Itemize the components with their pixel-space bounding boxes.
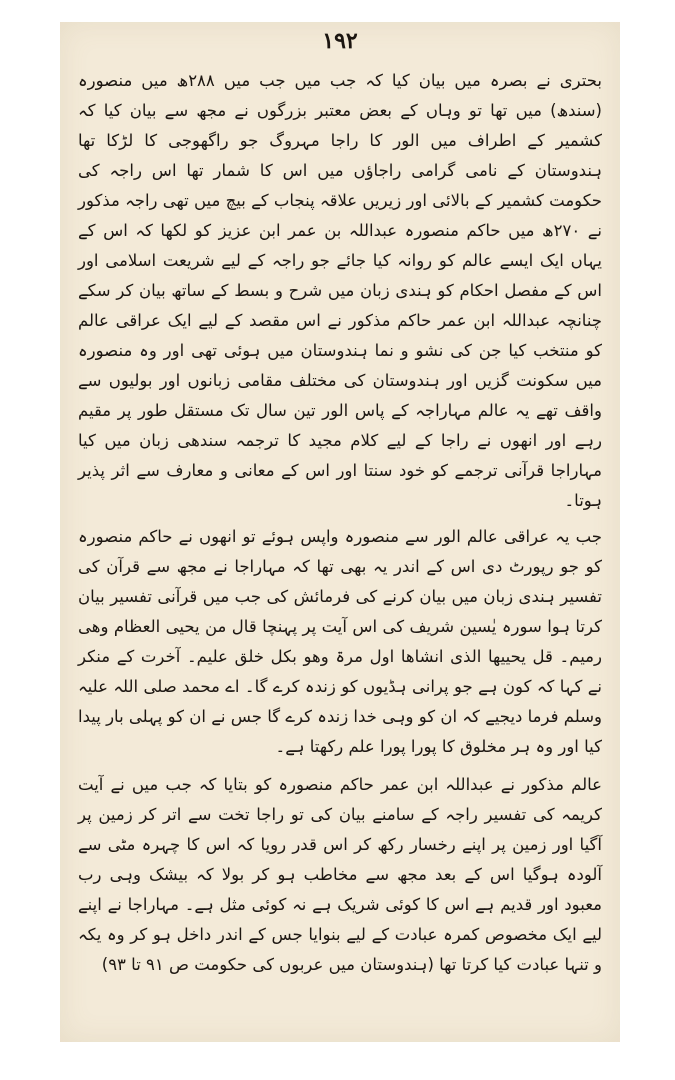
paragraph-3: عالم مذکور نے عبداللہ ابن عمر حاکم منصورہ کو بتایا کہ جب میں نے آیت کریمہ کی تفسیر راجہ کے سامنے بیان کی تو راجا تخت سے اتر کر زمین پر آگیا اور زمین پر اپنے رخسار رکھ کر اس قدر رویا کہ اس کا چہرہ مٹی سے آلودہ ہوگیا اس کے بعد مجھ سے مخاطب ہو کر بولا کہ بیشک وہی رب معبود اور قدیم ہے اس کا کوئی شریک ہے نہ کوئی مثل ہے۔ مہاراجا نے اپنے لیے ایک مخصوص کمرہ عبادت کے لیے بنوایا جس کے اندر داخل ہو کر وہ یکہ و تنہا عبادت کیا کرتا تھا (ہندوستان میں عربوں کی حکومت ص ۹۱ تا ۹۳): [78, 775, 602, 974]
page-text: [78, 66, 602, 980]
page-number: ۱۹۲: [322, 28, 358, 54]
paragraph-1: بحتری نے بصرہ میں بیان کیا کہ جب میں جب میں ۲۸۸ھ میں منصورہ (سندھ) میں تھا تو وہاں کے بعض معتبر بزرگوں نے مجھ سے بیان کیا کہ کشمیر کے اطراف میں الور کا راجا مہروگ جو راگھوجی کا لڑکا تھا ہندوستان کے نامی گرامی راجاؤں میں اس کا شمار تھا اس راجہ کی حکومت کشمیر کے بالائی اور زیریں علاقہ پنجاب کے بیچ میں تھی راجہ مذکور نے ۲۷۰ھ میں حاکم منصورہ عبداللہ بن عمر ابن عزیز کو لکھا کہ اس کے یہاں ایک ایسے عالم کو روانہ کیا جائے جو راجہ کے لیے شریعت اسلامی اور اس کے مفصل احکام کو ہندی زبان میں شرح و بسط کے ساتھ بیان کر سکے چنانچہ عبداللہ ابن عمر حاکم مذکور نے اس مقصد کے لیے ایک عراقی عالم کو منتخب کیا جن کی نشو و نما ہندوستان میں ہوئی تھی اور وہ منصورہ میں سکونت گزیں اور ہندوستان کی مختلف مقامی زبانوں اور بولیوں سے واقف تھے یہ عالم مہاراجہ کے پاس الور تین سال تک مستقل طور پر مقیم رہے اور انھوں نے راجا کے لیے کلام مجید کا ترجمہ سندھی زبان میں کیا مہاراجا قرآنی ترجمے کو خود سنتا اور اس کے معانی و معارف سے اثر پذیر ہوتا۔: [78, 71, 602, 510]
paragraph-2: جب یہ عراقی عالم الور سے منصورہ واپس ہوئے تو انھوں نے حاکم منصورہ کو جو رپورٹ دی اس کے اندر یہ بھی تھا کہ مہاراجا نے مجھ سے قرآن کی تفسیر ہندی زبان میں بیان کرنے کی فرمائش کی جب میں قرآنی تفسیر بیان کرتا ہوا سورہ یٰسین شریف کی اس آیت پر پہنچا قال من یحیی العظام وھی رمیم۔ قل یحییھا الذی انشاھا اول مرۃ وھو بکل خلق علیم۔ آخرت کے منکر نے کہا کہ کون ہے جو پرانی ہڈیوں کو زندہ کرے گا۔ اے محمد صلی اللہ علیہ وسلم فرما دیجیے کہ ان کو وہی خدا زندہ کرے گا جس نے ان کو پہلی بار پیدا کیا اور وہ ہر مخلوق کا پورا پورا علم رکھتا ہے۔: [78, 527, 602, 756]
book-page: [60, 22, 620, 1042]
